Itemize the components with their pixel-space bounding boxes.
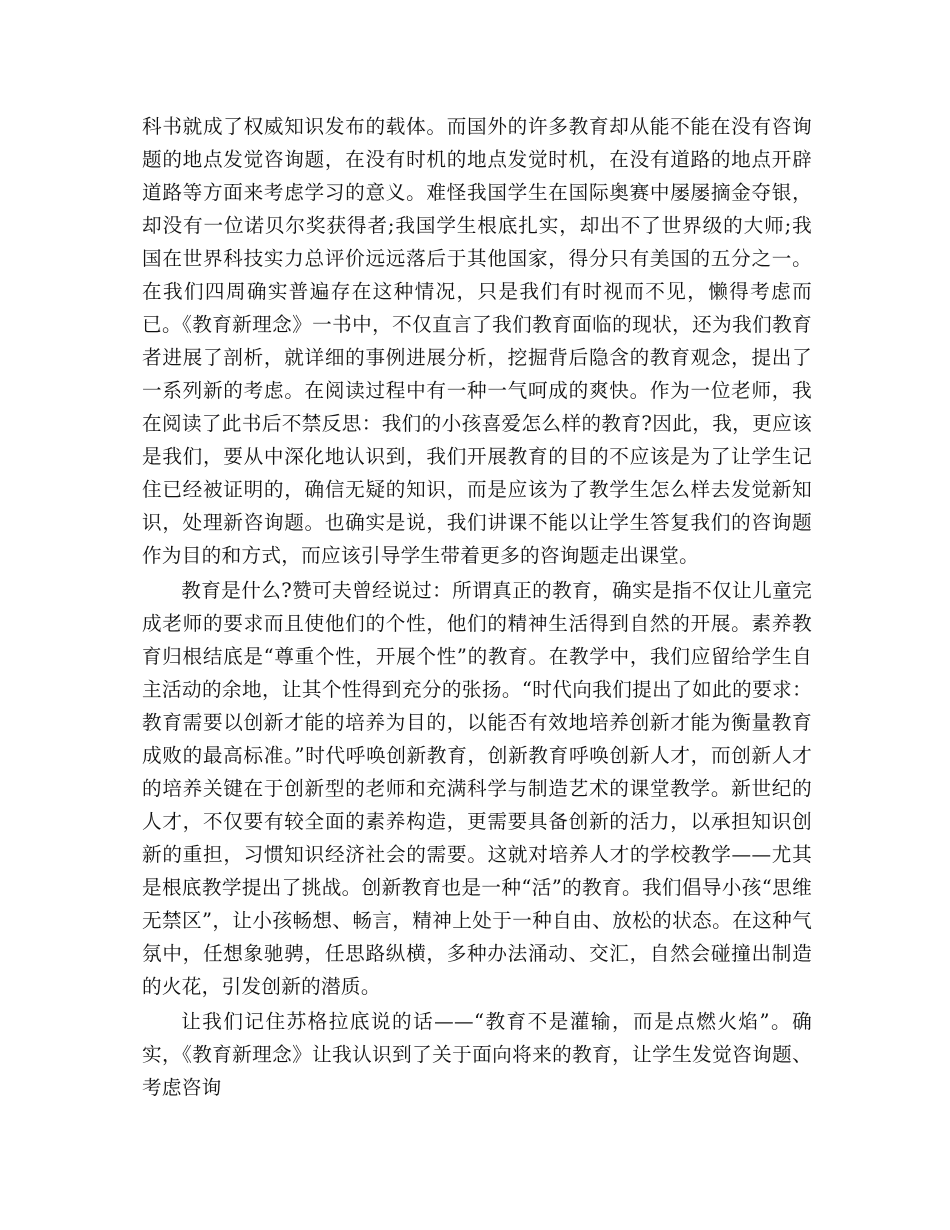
document-page: [142, 110, 812, 1104]
body-paragraph-3: 让我们记住苏格拉底说的话——“教育不是灌输，而是点燃火焰”。确实，《教育新理念》让我认识到了关于面向将来的教育，让学生发觉咨询题、考虑咨询: [142, 1010, 812, 1099]
body-paragraph-2: 教育是什么?赞可夫曾经说过：所谓真正的教育，确实是指不仅让儿童完成老师的要求而且使他们的个性，他们的精神生活得到自然的开展。素养教育归根结底是“尊重个性，开展个性”的教育。在教学中，我们应留给学生自主活动的余地，让其个性得到充分的张扬。“时代向我们提出了如此的要求：教育需要以创新才能的培养为目的，以能否有效地培养创新才能为衡量教育成败的最高标准。”时代呼唤创新教育，创新教育呼唤创新人才，而创新人才的培养关键在于创新型的老师和充满科学与制造艺术的课堂教学。新世纪的人才，不仅要有较全面的素养构造，更需要具备创新的活力，以承担知识创新的重担，习惯知识经济社会的需要。这就对培养人才的学校教学——尤其是根底教学提出了挑战。创新教育也是一种“活”的教育。我们倡导小孩“思维无禁区”，让小孩畅想、畅言，精神上处于一种自由、放松的状态。在这种气氛中，任想象驰骋，任思路纵横，多种办法涌动、交汇，自然会碰撞出制造的火花，引发创新的潜质。: [142, 579, 812, 998]
body-paragraph-1: 科书就成了权威知识发布的载体。而国外的许多教育却从能不能在没有咨询题的地点发觉咨询题，在没有时机的地点发觉时机，在没有道路的地点开辟道路等方面来考虑学习的意义。难怪我国学生在国际奥赛中屡屡摘金夺银，却没有一位诺贝尔奖获得者;我国学生根底扎实，却出不了世界级的大师;我国在世界科技实力总评价远远落后于其他国家，得分只有美国的五分之一。在我们四周确实普遍存在这种情况，只是我们有时视而不见，懒得考虑而已。《教育新理念》一书中，不仅直言了我们教育面临的现状，还为我们教育者进展了剖析，就详细的事例进展分析，挖掘背后隐含的教育观念，提出了一系列新的考虑。在阅读过程中有一种一气呵成的爽快。作为一位老师，我在阅读了此书后不禁反思：我们的小孩喜爱怎么样的教育?因此，我，更应该是我们，要从中深化地认识到，我们开展教育的目的不应该是为了让学生记住已经被证明的，确信无疑的知识，而是应该为了教学生怎么样去发觉新知识，处理新咨询题。也确实是说，我们讲课不能以让学生答复我们的咨询题作为目的和方式，而应该引导学生带着更多的咨询题走出课堂。: [142, 115, 812, 567]
